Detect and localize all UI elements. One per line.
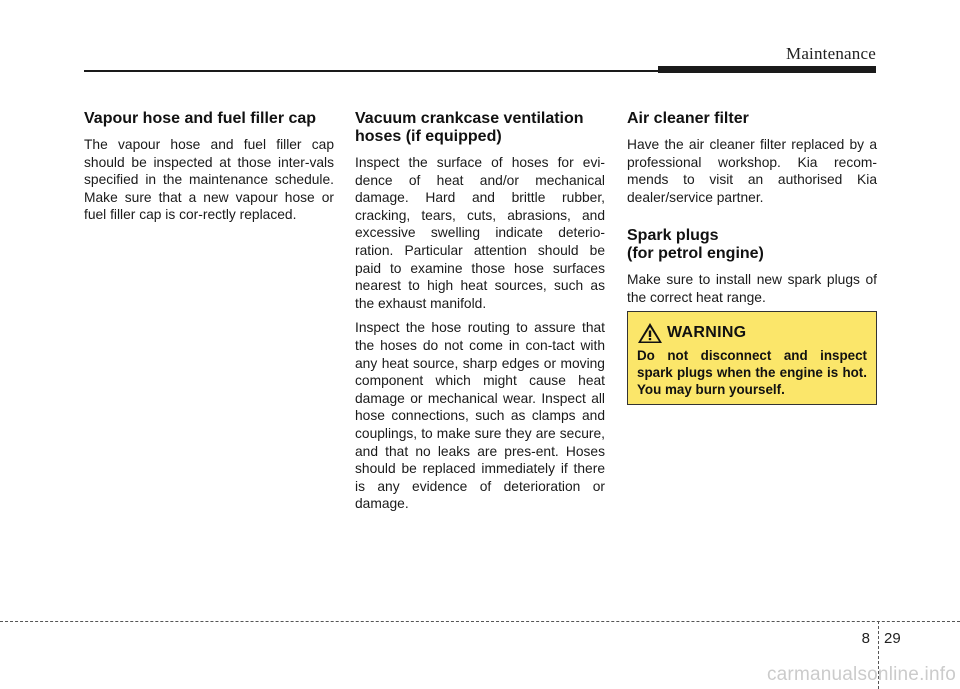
crankcase-paragraph-2: Inspect the hose routing to assure that the hoses do not come in con-tact with any heat source, sharp edges or moving component which might cause heat damage or mechanical wear. Inspect all hose connections, such as clamps and couplings, to make sure they are secure, and that no leaks are pres-ent. Hoses should be replaced immediately if there is any evidence of deterioration or damage. [355,320,605,512]
chapter-number: 8 [861,630,870,647]
warning-title: WARNING [667,324,747,341]
footer-rule [0,621,960,622]
left-column [84,110,334,231]
warning-box [627,311,877,405]
air-cleaner-heading: Air cleaner filter [627,110,749,127]
vapour-hose-paragraph: The vapour hose and fuel filler cap should be inspected at those inter-vals specified in the maintenance schedule. Make sure that a new vapour hose or fuel filler cap is cor-rectly replaced. [84,137,334,223]
watermark: carmanualsonline.info [766,664,956,685]
spark-plugs-heading: Spark plugs (for petrol engine) [627,227,764,263]
page-number: 29 [884,630,901,647]
spark-plugs-paragraph: Make sure to install new spark plugs of the correct heat range. [627,272,877,305]
middle-column [355,110,605,520]
crankcase-ventilation-heading: Vacuum crankcase ventilation hoses (if equipped) [355,110,584,145]
right-column [627,110,877,314]
header-rule [84,70,664,72]
crankcase-paragraph-1: Inspect the surface of hoses for evi-dence of heat and/or mechanical damage. Hard and brittle rubber, cracking, tears, cuts, abrasions, and excessive swelling indicate deterio-ration. Particular attention should be paid to examine those hose surfaces nearest to high heat sources, such as the exhaust manifold. [355,155,605,311]
header-rule-accent [658,66,876,73]
warning-text: Do not disconnect and inspect spark plugs when the engine is hot. You may burn yourself. [637,348,867,397]
warning-triangle-icon [637,322,663,344]
warning-header [637,322,746,344]
vapour-hose-heading: Vapour hose and fuel filler cap [84,110,317,127]
air-cleaner-paragraph: Have the air cleaner filter replaced by a professional workshop. Kia recom-mends to visit an authorised Kia dealer/service partner. [627,137,877,205]
section-title: Maintenance [786,44,876,63]
